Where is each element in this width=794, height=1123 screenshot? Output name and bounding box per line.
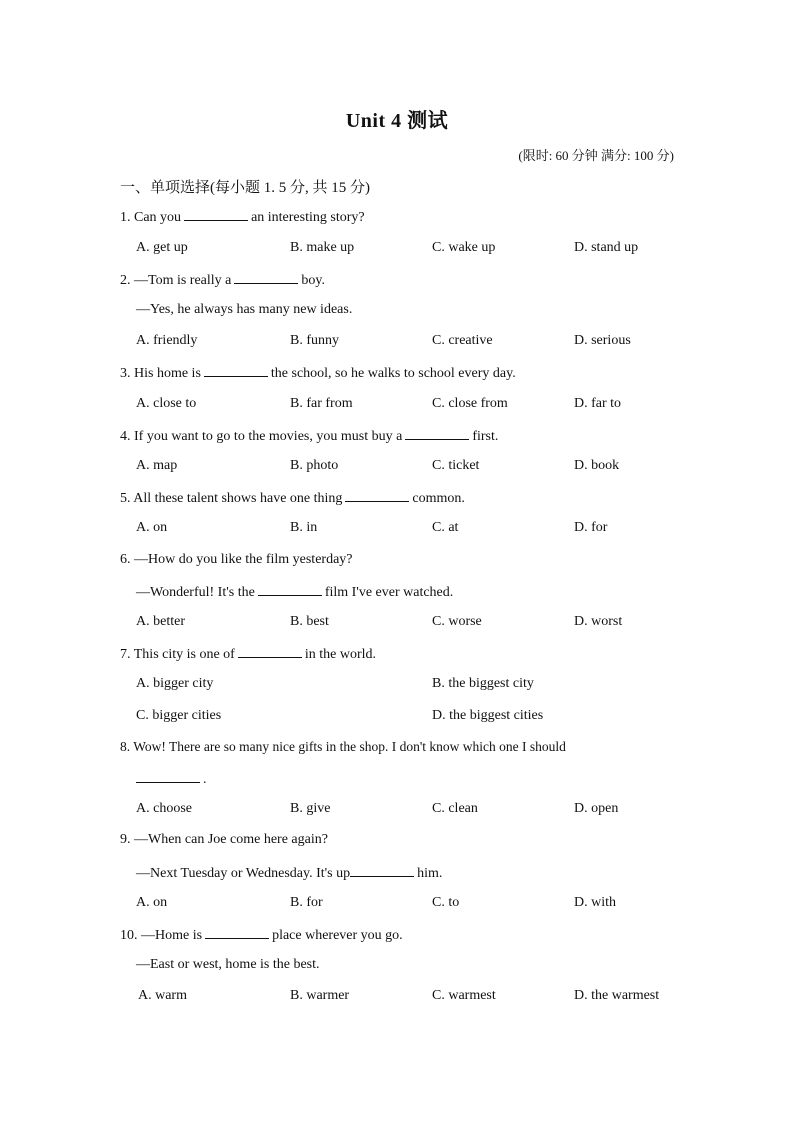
option: D. serious — [574, 333, 631, 348]
answer-blank — [350, 864, 414, 877]
option: C. warmest — [432, 988, 496, 1003]
answer-blank — [184, 208, 248, 221]
option: B. photo — [290, 458, 339, 473]
option: D. open — [574, 801, 619, 816]
option: D. the biggest cities — [432, 708, 544, 723]
option: D. the warmest — [574, 988, 660, 1003]
time-score-limits: (限时: 60 分钟 满分: 100 分) — [518, 148, 674, 163]
option: D. with — [574, 895, 616, 910]
option: C. creative — [432, 333, 493, 348]
question-10: 10. —Home is place wherever you go. — [120, 928, 403, 943]
question-2: 2. —Tom is really a boy. — [120, 273, 325, 288]
option: C. ticket — [432, 458, 480, 473]
answer-blank — [405, 427, 469, 440]
question-8: 8. Wow! There are so many nice gifts in the shop. I don't know which one I should — [120, 739, 566, 754]
option: B. for — [290, 895, 323, 910]
option: A. close to — [136, 396, 197, 411]
answer-blank — [345, 489, 409, 502]
answer-blank — [238, 645, 302, 658]
option: C. to — [432, 895, 460, 910]
option: A. on — [136, 520, 168, 535]
question-2-reply: —Yes, he always has many new ideas. — [136, 302, 353, 317]
question-9: 9. —When can Joe come here again? — [120, 832, 328, 847]
question-4: 4. If you want to go to the movies, you must buy a first. — [120, 429, 499, 444]
option: B. best — [290, 614, 329, 629]
option: C. worse — [432, 614, 482, 629]
option: D. for — [574, 520, 608, 535]
option: D. stand up — [574, 240, 639, 255]
question-10-reply: —East or west, home is the best. — [136, 957, 320, 972]
option: A. map — [136, 458, 178, 473]
answer-blank — [258, 583, 322, 596]
section-heading: 一、单项选择(每小题 1. 5 分, 共 15 分) — [120, 180, 370, 196]
option: B. in — [290, 520, 318, 535]
option: A. warm — [138, 988, 187, 1003]
option: C. wake up — [432, 240, 496, 255]
page-title: Unit 4 测试 — [345, 110, 449, 132]
option: B. warmer — [290, 988, 350, 1003]
option: D. far to — [574, 396, 622, 411]
option: B. funny — [290, 333, 339, 348]
option: B. far from — [290, 396, 353, 411]
option: C. close from — [432, 396, 508, 411]
option: D. book — [574, 458, 620, 473]
question-3: 3. His home is the school, so he walks to school every day. — [120, 366, 516, 381]
option: A. get up — [136, 240, 188, 255]
question-7: 7. This city is one of in the world. — [120, 647, 376, 662]
question-1: 1. Can you an interesting story? — [120, 210, 365, 225]
question-6-reply: —Wonderful! It's the film I've ever watched. — [136, 585, 454, 600]
option: B. the biggest city — [432, 676, 534, 691]
option: C. bigger cities — [136, 708, 222, 723]
option: C. clean — [432, 801, 478, 816]
option: B. make up — [290, 240, 355, 255]
answer-blank — [136, 770, 200, 783]
option: B. give — [290, 801, 331, 816]
question-6: 6. —How do you like the film yesterday? — [120, 552, 353, 567]
option: A. on — [136, 895, 168, 910]
option: C. at — [432, 520, 459, 535]
question-5: 5. All these talent shows have one thing common. — [120, 491, 465, 506]
question-9-reply: —Next Tuesday or Wednesday. It's up him. — [136, 866, 443, 881]
option: A. bigger city — [136, 676, 214, 691]
question-8-blank-line: . — [136, 770, 207, 788]
answer-blank — [204, 364, 268, 377]
answer-blank — [205, 926, 269, 939]
answer-blank — [234, 271, 298, 284]
option: D. worst — [574, 614, 623, 629]
option: A. friendly — [136, 333, 198, 348]
option: A. choose — [136, 801, 192, 816]
option: A. better — [136, 614, 185, 629]
